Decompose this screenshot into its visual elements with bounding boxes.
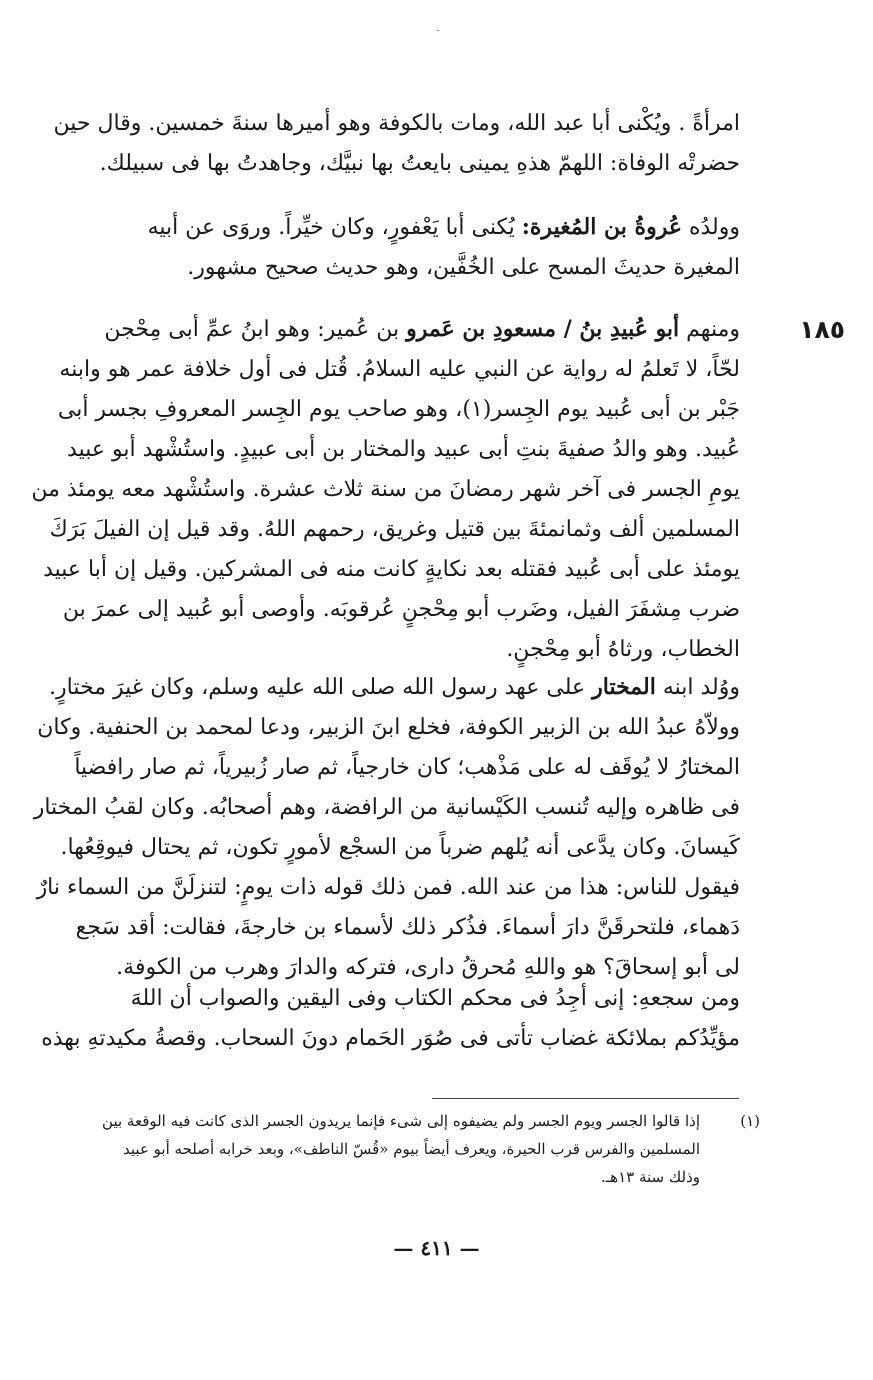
text-line: يومِ الجسر فى آخر شهر رمضانَ من سنة ثلاث عشرة. واستُشْهد معه يومئذ من xyxy=(31,477,740,502)
person-name-heading: عُروةُ بن المُغيرة: xyxy=(521,214,682,240)
text-line xyxy=(104,309,740,350)
paragraph-urwa xyxy=(108,207,740,288)
paragraph-abu-ubayd xyxy=(31,309,740,670)
footnote xyxy=(102,1107,760,1191)
paragraph-lead: ومنهم xyxy=(679,317,740,342)
person-name-heading: المختار xyxy=(592,674,656,700)
paragraph-mukhtar-saj xyxy=(41,979,740,1059)
paragraph-text: بن عُمير: وهو ابنُ عمِّ أبى مِحْجن xyxy=(104,317,407,342)
text-line: وولاّهُ عبدُ الله بن الزبير الكوفة، فخلع ابنَ الزبير، ودعا لمحمد بن الحنفية. وكان xyxy=(37,715,740,740)
text-line: فى ظاهره وإليه تُنسب الكَيْسانية من الرافضة، وهم أصحابُه. وكان لقبُ المختار xyxy=(33,795,740,820)
text-line: فيقول للناس: هذا من عند الله. فمن ذلك قوله ذات يومٍ: لتنزلَنَّ من السماء نارٌ xyxy=(36,875,740,900)
page-top-mark xyxy=(437,30,439,31)
text-line: دَهماء، فلتحرقَنَّ دارَ أسماءَ. فذُكر ذلك لأسماء بن خارجةَ، فقالت: أقد سَجع xyxy=(75,915,740,940)
text-line: عُبيد. وهو والدُ صفيةَ بنتِ أبى عبيد والمختار بن أبى عبيدٍ. واستُشْهد أبو عبيد xyxy=(67,437,740,462)
footnote-line: وذلك سنة ١٣هـ. xyxy=(600,1168,700,1186)
footnote-marker: (١) xyxy=(740,1112,760,1130)
text-line: لى أبو إسحاقَ؟ هو واللهِ مُحرقُ دارى، فتركه والدارَ وهرب من الكوفة. xyxy=(116,955,740,980)
footnote-line: إذا قالوا الجسر ويوم الجسر ولم يضيفوه إلى شىء فإنما يريدون الجسر الذى كانت فيه الوقعة بين xyxy=(102,1112,700,1130)
text-line: ومن سجعهِ: إنى أجِدُ فى محكم الكتاب وفى اليقين والصواب أن اللهَ xyxy=(130,986,740,1011)
paragraph-text: على عهد رسول الله صلى الله عليه وسلم، وكان غيرَ مختارٍ. xyxy=(49,675,593,700)
paragraph-mughira-death xyxy=(53,104,740,184)
text-line: جَبْر بن أبى عُبيد يوم الجِسر(١)، وهو صاحب يوم الجِسر المعروفِ بجسر أبى xyxy=(57,397,740,422)
text-line: كَيسانَ. وكان يدَّعى أنه يُلهم ضرباً من السجْع لأمورٍ تكون، ثم يحتال فيوقِعُها. xyxy=(60,835,740,860)
text-line: المغيرة حديثَ المسح على الخُفَّين، وهو حديث صحيح مشهور. xyxy=(187,255,740,280)
paragraph-lead: وولدُه xyxy=(681,215,740,240)
text-line xyxy=(49,667,740,708)
person-name-heading: أبو عُبيدِ بنُ / مسعودِ بن عَمرو xyxy=(406,316,680,342)
text-line: مؤيِّدُكم بملائكة غضاب تأتى فى صُوَر الحَمام دونَ السحاب. وقصةُ مكيدتهِ بهذه xyxy=(41,1026,740,1051)
footnote-divider xyxy=(432,1098,739,1099)
section-number: ١٨٥ xyxy=(799,315,845,344)
footnote-body xyxy=(102,1107,700,1191)
text-line: لحّاً، لا تَعلمُ له رواية عن النبي عليه السلامُ. قُتل فى أول خلافة عمر هو وابنه xyxy=(59,357,740,382)
text-line: المسلمين ألف وثمانمئةَ بين قتيل وغريق، رحمهم اللهُ. وقد قيل إن الفيلَ بَرَكَ xyxy=(49,517,740,542)
page-number: — ٤١١ — xyxy=(393,1236,480,1260)
text-line xyxy=(108,207,740,248)
text-line: ضرب مِشفَرَ الفيل، وضَرب أبو مِحْجنٍ عُرقوبَه. وأوصى أبو عُبيد إلى عمرَ بن xyxy=(62,597,740,622)
text-line: امرأةً . ويُكْنى أبا عبد الله، ومات بالكوفة وهو أميرها سنةَ خمسين. وقال حين xyxy=(53,111,740,136)
text-line: يومئذ على أبى عُبيد فقتله بعد نكايةٍ كانت منه فى المشركين. وقيل إن أبا عبيد xyxy=(43,557,740,582)
paragraph-lead: ووُلد ابنه xyxy=(655,675,740,700)
paragraph-text: يُكنى أبا يَعْفورٍ، وكان خيِّراً. وروَى عن أبيه xyxy=(147,215,522,240)
text-line: المختارُ لا يُوقَف له على مَذْهب؛ كان خارجياً، ثم صار زُبيرياً، ثم صار رافضياً xyxy=(74,755,740,780)
paragraph-mukhtar xyxy=(33,667,740,988)
footnote-line: المسلمين والفرس قرب الحيرة، ويعرف أيضاً بيوم «قُسّ الناطف»، وبعد خرابه أصلحه أبو عبيد xyxy=(123,1140,700,1158)
text-line: حضرتْه الوفاة: اللهمّ هذهِ يمينى بايعتُ بها نبيَّك، وجاهدتُ بها فى سبيلك. xyxy=(99,151,740,176)
text-line: الخطاب، ورثاهُ أبو مِحْجنٍ. xyxy=(506,637,740,662)
